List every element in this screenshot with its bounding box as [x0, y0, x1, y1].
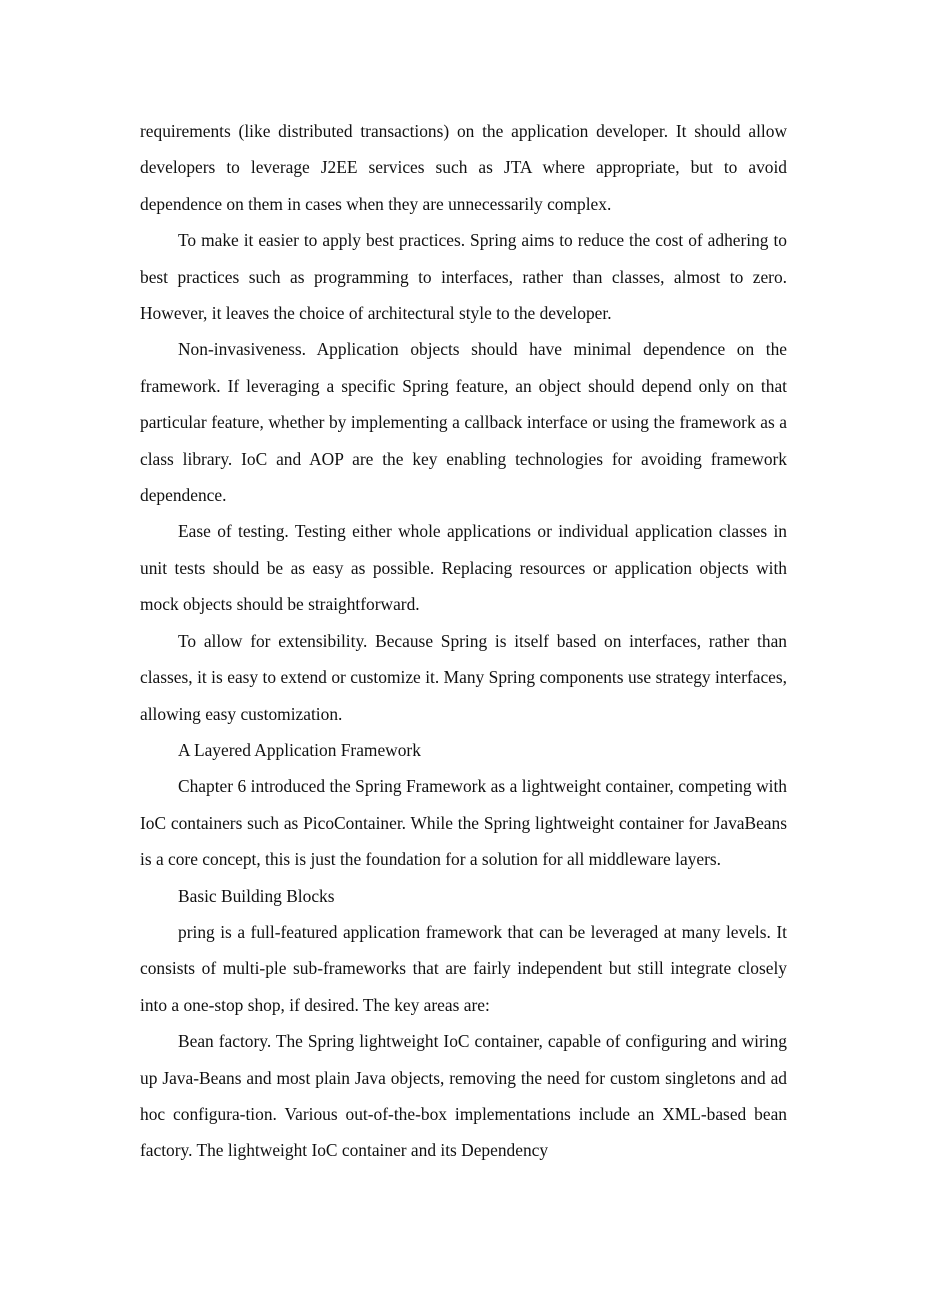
paragraph-continued-requirements: requirements (like distributed transactions) on the application developer. It should allow developers to leverage J2EE services such as JTA where appropriate, but to avoid dependence on them in cases when they are unnecessarily complex. [140, 121, 787, 214]
section-heading-layered-framework: A Layered Application Framework [178, 739, 421, 760]
paragraph-non-invasiveness: Non-invasiveness. Application objects should have minimal dependence on the framework. If leveraging a specific Spring feature, an object should depend only on that particular feature, whether by implementing a callback interface or using the framework as a class library. IoC and AOP are the key enabling technologies for avoiding framework dependence. [140, 339, 787, 506]
section-heading-basic-building-blocks: Basic Building Blocks [178, 885, 335, 906]
document-body [140, 113, 787, 1169]
paragraph-best-practices: To make it easier to apply best practices. Spring aims to reduce the cost of adhering to best practices such as programming to interfaces, rather than classes, almost to zero. However, it leaves the choice of architectural style to the developer. [140, 230, 787, 324]
paragraph-full-featured-framework: pring is a full-featured application framework that can be leveraged at many levels. It consists of multi-ple sub-frameworks that are fairly independent but still integrate closely into a one-stop shop, if desired. The key areas are: [140, 921, 787, 1015]
paragraph-chapter-6: Chapter 6 introduced the Spring Framework as a lightweight container, competing with IoC containers such as PicoContainer. While the Spring lightweight container for JavaBeans is a core concept, this is just the foundation for a solution for all middleware layers. [140, 776, 787, 870]
paragraph-ease-of-testing: Ease of testing. Testing either whole applications or individual application classes in unit tests should be as easy as possible. Replacing resources or application objects with mock objects should be straightforward. [140, 521, 787, 615]
paragraph-bean-factory: Bean factory. The Spring lightweight IoC container, capable of configuring and wiring up Java-Beans and most plain Java objects, removing the need for custom singletons and ad hoc configura-tion. Various out-of-the-box implementations include an XML-based bean factory. The lightweight IoC container and its Dependency [140, 1031, 787, 1161]
paragraph-extensibility: To allow for extensibility. Because Spring is itself based on interfaces, rather than classes, it is easy to extend or customize it. Many Spring components use strategy interfaces, allowing easy customization. [140, 630, 787, 724]
